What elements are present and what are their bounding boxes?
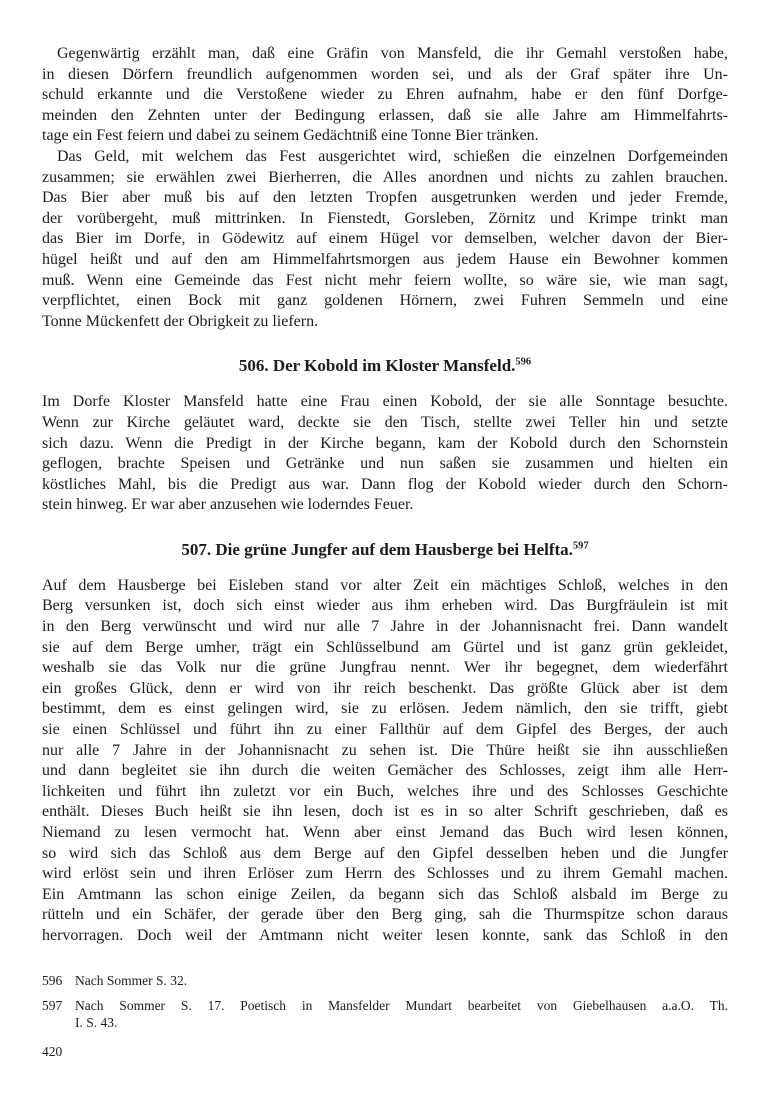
text-line: der vorübergeht, muß mittrinken. In Fienstedt, Gorsleben, Zörnitz und Krimpe trinkt man xyxy=(42,209,728,227)
text-line: meinden den Zehnten unter der Bedingung erlassen, daß sie alle Jahre am Himmelfahrts- xyxy=(42,106,728,124)
paragraph xyxy=(42,44,728,147)
footnote-reference: 596 xyxy=(515,356,532,368)
text-line: Ein Amtmann las schon einige Zeilen, da begann sich das Schloß alsbald im Berge zu xyxy=(42,885,728,903)
section-heading xyxy=(42,539,728,561)
footnote-text xyxy=(75,972,728,990)
footnote xyxy=(42,972,728,990)
text-line: rütteln und ein Schäfer, der gerade über den Berg ging, sah die Thurmspitze schon daraus xyxy=(42,906,728,924)
text-line: sie auf dem Berge umher, trägt ein Schlüsselbund am Gürtel und ist ganz grün gekleidet, xyxy=(42,638,728,656)
text-line: weshalb sie das Volk nur die grüne Jungfrau nennt. Wer ihr begegnet, dem wiederfährt xyxy=(42,659,728,677)
text-line: Niemand zu lesen vermocht hat. Wenn aber einst Jemand das Buch wird lesen können, xyxy=(42,824,728,841)
paragraph xyxy=(42,147,728,332)
text-line: hügel heißt und auf den am Himmelfahrtsmorgen aus jedem Hause ein Bewohner kommen xyxy=(42,250,728,268)
text-line: in diesen Dörfern freundlich aufgenommen worden sei, und als der Graf später ihre Un- xyxy=(42,65,728,83)
text-line: Gegenwärtig erzählt man, daß eine Gräfin von Mansfeld, die ihr Gemahl verstoßen habe, xyxy=(57,45,728,62)
footnote-line: Nach Sommer S. 32. xyxy=(75,973,188,988)
text-line: Das Bier aber muß bis auf den letzten Tropfen ausgetrunken werden und jeder Fremde, xyxy=(42,189,728,207)
footnote-line: I. S. 43. xyxy=(75,1015,118,1030)
text-line: lichkeiten und führt ihn zuletzt vor ein Buch, welches ihre und des Schlosses Geschichte xyxy=(42,782,728,800)
section-heading xyxy=(42,355,728,377)
text-line: Berg versunken ist, doch sich einst wieder aus ihm erheben wird. Das Burgfräulein ist mit xyxy=(42,597,728,615)
paragraph xyxy=(42,392,728,516)
text-block xyxy=(42,44,728,947)
text-line: Tonne Mückenfett der Obrigkeit zu liefern. xyxy=(42,312,319,330)
text-line: Wenn zur Kirche geläutet ward, deckte sie den Tisch, stellte zwei Teller hin und setzte xyxy=(42,413,728,431)
text-line: das Bier im Dorfe, in Gödewitz auf einem Hügel vor demselben, welcher davon der Bier- xyxy=(42,230,728,248)
heading-text: 507. Die grüne Jungfer auf dem Hausberge bei Helfta. xyxy=(181,539,573,559)
text-line: köstliches Mahl, bis die Predigt aus war. Dann flog der Kobold wieder durch den Schorn- xyxy=(42,475,728,493)
heading-text: 506. Der Kobold im Kloster Mansfeld. xyxy=(238,356,516,376)
footnote-line: Nach Sommer S. 17. Poetisch in Mansfelder Mundart bearbeitet von Giebelhausen a.a.O. Th. xyxy=(75,997,728,1013)
text-line: verpflichtet, einen Bock mit ganz goldenen Hörnern, zwei Fuhren Semmeln und eine xyxy=(42,292,728,310)
text-line: so wird sich das Schloß aus dem Berge auf den Gipfel desselben heben und die Jungfer xyxy=(42,844,728,862)
text-line: Im Dorfe Kloster Mansfeld hatte eine Frau einen Kobold, der sie alle Sonntage besuchte. xyxy=(42,393,728,411)
text-line: und dann begleitet sie ihn durch die weiten Gemächer des Schlosses, zeigt ihm alle Herr- xyxy=(42,762,728,780)
text-line: tage ein Fest feiern und dabei zu seinem Gedächtniß eine Tonne Bier tränken. xyxy=(42,127,539,145)
text-line: ein großes Glück, denn er wird von ihr reich beschenkt. Das größte Glück aber ist dem xyxy=(42,679,728,697)
paragraph xyxy=(42,576,728,947)
footnote-number: 597 xyxy=(42,997,63,1013)
text-line: sich dazu. Wenn die Predigt in der Kirche begann, kam der Kobold durch den Schornstein xyxy=(42,434,728,452)
footnote-number: 596 xyxy=(42,973,63,988)
text-line: schuld erkannte und die Verstoßene wieder zu Ehren aufnahm, habe er den fünf Dorfge- xyxy=(42,86,728,104)
footnote xyxy=(42,997,728,1032)
text-line: Auf dem Hausberge bei Eisleben stand vor alter Zeit ein mächtiges Schloß, welches in den xyxy=(42,576,728,594)
text-line: wird erlöst sein und ihren Erlöser zum Herrn des Schlosses und zu ihrem Gemahl machen. xyxy=(42,865,728,883)
footnote-reference: 597 xyxy=(572,540,589,552)
text-line: geflogen, brachte Speisen und Getränke und nun saßen sie zusammen und hielten ein xyxy=(42,455,728,473)
footnotes xyxy=(42,972,728,1039)
text-line: in den Berg verwünscht und wird nur alle 7 Jahre in der Johannisnacht frei. Dann wandelt xyxy=(42,618,728,636)
footnote-text xyxy=(75,997,728,1032)
text-line: stein hinweg. Er war aber anzusehen wie loderndes Feuer. xyxy=(42,496,414,514)
page-number: 420 xyxy=(42,1044,63,1059)
text-line: sie einen Schlüssel und führt ihn zu einer Fallthür auf dem Gipfel des Berges, der auch xyxy=(42,721,728,739)
text-line: nur alle 7 Jahre in der Johannisnacht zu sehen ist. Die Thüre heißt sie ihn ausschließen xyxy=(42,741,728,759)
text-line: muß. Wenn eine Gemeinde das Fest nicht mehr feiern wollte, so wäre sie, wie man sagt, xyxy=(42,271,728,289)
text-line: bestimmt, dem es einst gelingen wird, sie zu erlösen. Jedem nämlich, den sie trifft, giebt xyxy=(42,700,728,718)
text-line: enthält. Dieses Buch heißt sie ihn lesen, doch ist es in so alter Schrift geschrieben, daß es xyxy=(42,803,728,821)
text-line: hervorragen. Doch weil der Amtmann nicht weiter lesen konnte, sank das Schloß in den xyxy=(42,926,728,944)
text-line: Das Geld, mit welchem das Fest ausgerichtet wird, schießen die einzelnen Dorfgemeinden xyxy=(57,147,728,165)
text-line: zusammen; sie erwählen zwei Bierherren, die Alles anordnen und nichts zu zahlen brauchen. xyxy=(42,168,728,186)
